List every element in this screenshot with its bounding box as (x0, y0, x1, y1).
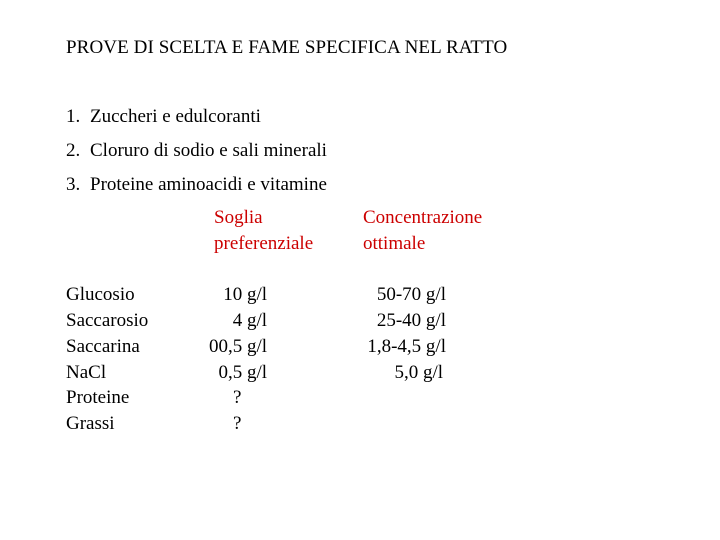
row-name: Proteine (66, 387, 130, 408)
header-soglia-line2: preferenziale (214, 233, 314, 254)
list-item (66, 138, 327, 164)
row-name: Glucosio (66, 284, 135, 305)
list-number: 1. (66, 106, 81, 127)
slide-title: PROVE DI SCELTA E FAME SPECIFICA NEL RATTO (66, 37, 508, 58)
list-text: Cloruro di sodio e sali minerali (90, 140, 327, 161)
row-soglia: ? (233, 387, 242, 408)
row-soglia: 4 g/l (232, 310, 267, 331)
row-name: NaCl (66, 362, 107, 383)
row-soglia: 00,5 g/l (208, 336, 267, 357)
row-concentrazione: 50-70 g/l (376, 284, 446, 305)
row-concentrazione: 25-40 g/l (376, 310, 446, 331)
row-name: Grassi (66, 413, 115, 434)
list-number: 3. (66, 174, 81, 195)
row-concentrazione: 1,8-4,5 g/l (367, 336, 446, 357)
header-concentrazione-line1: Concentrazione (363, 207, 483, 228)
header-soglia-line1: Soglia (214, 207, 263, 228)
row-name: Saccarosio (66, 310, 149, 331)
row-name: Saccarina (66, 336, 140, 357)
list-text: Zuccheri e edulcoranti (90, 106, 261, 127)
header-concentrazione-line2: ottimale (363, 233, 426, 254)
list-item (66, 104, 261, 130)
row-soglia: ? (233, 413, 242, 434)
row-soglia: 10 g/l (223, 284, 267, 305)
list-item (66, 172, 327, 198)
row-concentrazione: 5,0 g/l (394, 362, 443, 383)
list-number: 2. (66, 140, 81, 161)
row-soglia: 0,5 g/l (218, 362, 267, 383)
list-text: Proteine aminoacidi e vitamine (90, 174, 327, 195)
